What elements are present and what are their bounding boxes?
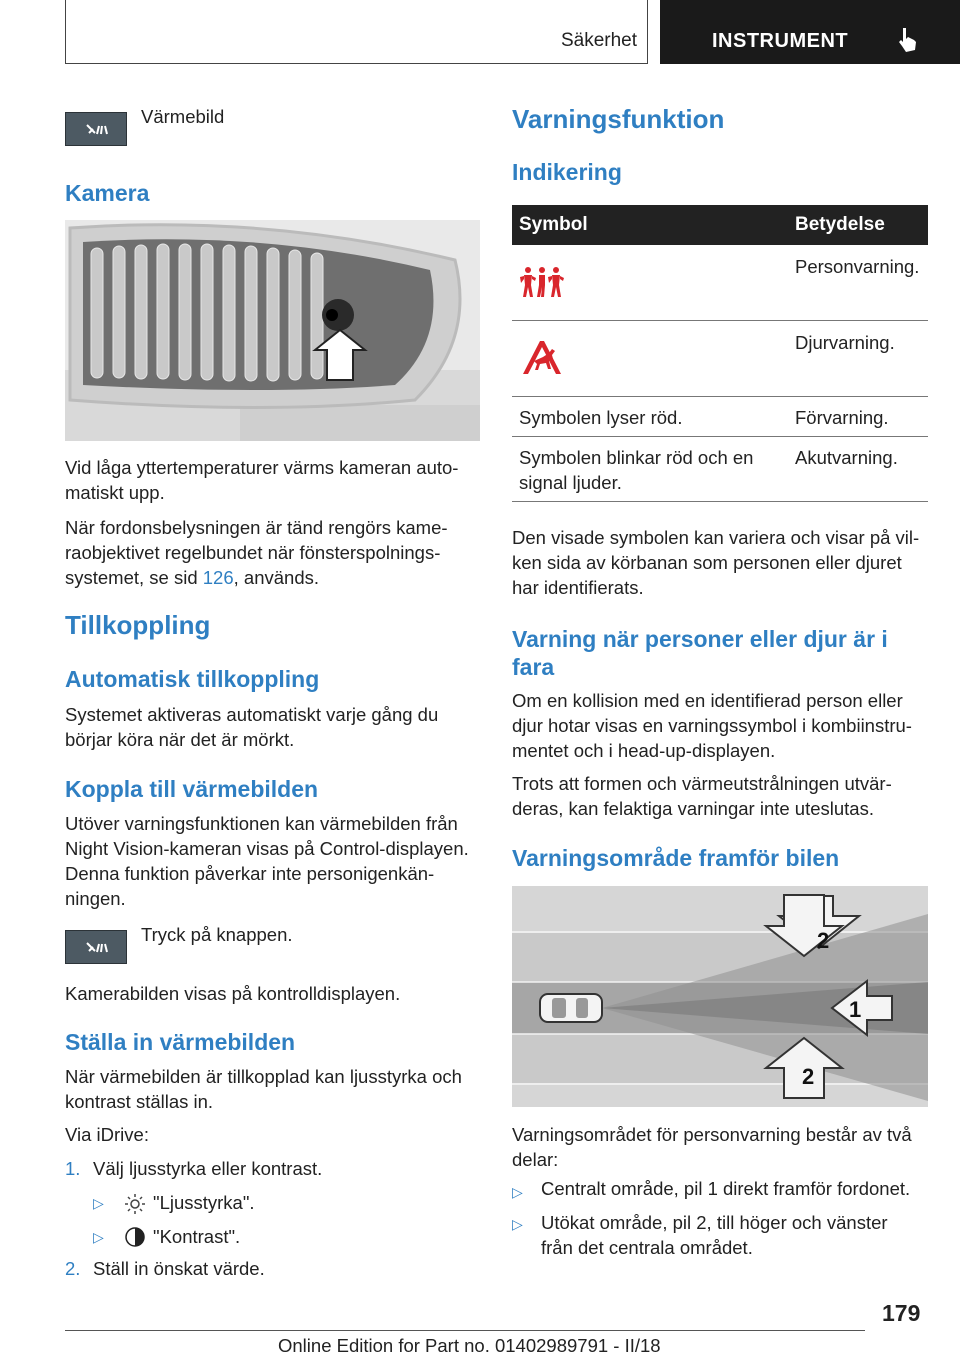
heading-kamera: Kamera xyxy=(65,180,150,206)
svg-text:2: 2 xyxy=(817,928,830,953)
contrast-icon xyxy=(124,1226,146,1248)
fara-paragraph: Om en kollision med en identifierad person eller djur hotar visas en varningssymbol i kombiinstru- mentet och i head-up-displayen. xyxy=(512,690,912,761)
night-vision-button-image-2 xyxy=(65,930,127,964)
heading-varningsfunktion: Varningsfunktion xyxy=(512,104,725,134)
step-2-number: 2. xyxy=(65,1258,81,1279)
step-1-number: 1. xyxy=(65,1158,81,1179)
table-header-meaning: Betydelse xyxy=(795,214,885,235)
night-vision-icon xyxy=(66,113,128,147)
auto-paragraph: Systemet aktiveras automatiskt varje gång du börjar köra när det är mörkt. xyxy=(65,704,439,750)
heading-varning-fara: Varning när personer eller djur är i fara xyxy=(512,626,888,680)
svg-text:1: 1 xyxy=(849,997,862,1022)
triangle-bullet-icon: ▷ xyxy=(512,1184,523,1200)
step-2-text: Ställ in önskat värde. xyxy=(93,1258,265,1279)
bullet-extended-area: Utökat område, pil 2, till höger och vänster från det centrala området. xyxy=(541,1212,888,1258)
sub-item-contrast: "Kontrast". xyxy=(153,1226,241,1247)
page-number: 179 xyxy=(882,1300,921,1326)
night-vision-icon xyxy=(66,931,128,965)
page-link-126[interactable]: 126 xyxy=(202,567,234,588)
visade-paragraph: Den visade symbolen kan variera och visar på vil- ken sida av körbanan som personen eller djuret har identifierats. xyxy=(512,527,920,598)
press-button-label: Tryck på knappen. xyxy=(141,924,293,945)
heading-stalla: Ställa in värmebilden xyxy=(65,1029,296,1055)
triangle-bullet-icon: ▷ xyxy=(93,1195,104,1211)
heading-automatisk: Automatisk tillkoppling xyxy=(65,666,320,692)
heading-varningsomrade: Varningsområde framför bilen xyxy=(512,845,840,871)
camera-grille-illustration xyxy=(65,220,480,441)
meaning-cell: Personvarning. xyxy=(795,256,920,277)
camera-paragraph-2: När fordonsbelysningen är tänd rengörs kame- raobjektivet regelbundet när fönsterspolnings- systemet, se sid 126, används. xyxy=(65,517,448,588)
kamerabild-text: Kamerabilden visas på kontrolldisplayen. xyxy=(65,983,401,1004)
meaning-cell: Förvarning. xyxy=(795,407,889,428)
koppla-paragraph: Utöver varningsfunktionen kan värmebilden från Night Vision-kameran visas på Control-displayen. Denna funktion påverkar inte personigenkän- ningen. xyxy=(65,813,469,909)
table-header-symbol: Symbol xyxy=(519,214,588,235)
symbol-cell: Symbolen lyser röd. xyxy=(519,407,683,428)
brightness-icon xyxy=(124,1193,146,1215)
chapter-tab[interactable] xyxy=(660,0,960,64)
animal-warning-icon xyxy=(519,337,565,377)
table-row xyxy=(512,321,928,397)
camera-paragraph-1: Vid låga yttertemperaturer värms kameran auto- matiskt upp. xyxy=(65,457,459,503)
night-vision-button-image xyxy=(65,112,127,146)
meaning-cell: Djurvarning. xyxy=(795,332,895,353)
heading-koppla: Koppla till värmebilden xyxy=(65,776,319,802)
indication-table xyxy=(512,205,928,502)
car-icon xyxy=(540,994,602,1022)
heading-tillkoppling: Tillkoppling xyxy=(65,610,211,640)
step-1-text: Välj ljusstyrka eller kontrast. xyxy=(93,1158,323,1179)
svg-text:2: 2 xyxy=(802,1064,815,1089)
warning-area-diagram xyxy=(512,886,928,1107)
table-row xyxy=(512,397,928,437)
header-box xyxy=(65,0,648,64)
table-row xyxy=(512,245,928,321)
footer-edition: Online Edition for Part no. 01402989791 - II/18 xyxy=(278,1335,661,1356)
triangle-bullet-icon: ▷ xyxy=(93,1229,104,1245)
person-warning-icon xyxy=(519,265,565,299)
bullet-central-area: Centralt område, pil 1 direkt framför fordonet. xyxy=(541,1178,911,1199)
stalla-paragraph: När värmebilden är tillkopplad kan ljusstyrka och kontrast ställas in. xyxy=(65,1066,462,1112)
chapter-label: INSTRUMENT xyxy=(712,30,849,52)
footer-divider xyxy=(65,1330,865,1331)
heat-image-label: Värmebild xyxy=(141,106,225,127)
triangle-bullet-icon: ▷ xyxy=(512,1216,523,1232)
heading-indikering: Indikering xyxy=(512,159,622,185)
trots-paragraph: Trots att formen och värmeutstrålningen utvär- deras, kan felaktiga varningar inte uteslutas. xyxy=(512,773,892,819)
section-title: Säkerhet xyxy=(560,30,637,51)
meaning-cell: Akutvarning. xyxy=(795,447,898,468)
sub-item-brightness: "Ljusstyrka". xyxy=(153,1192,255,1213)
table-row xyxy=(512,437,928,502)
symbol-cell: Symbolen blinkar röd och en signal ljuder. xyxy=(519,447,754,493)
via-idrive-text: Via iDrive: xyxy=(65,1124,149,1145)
hand-pointer-icon xyxy=(896,26,920,54)
omrade-paragraph: Varningsområdet för personvarning består av två delar: xyxy=(512,1124,912,1170)
table-header xyxy=(512,205,928,245)
